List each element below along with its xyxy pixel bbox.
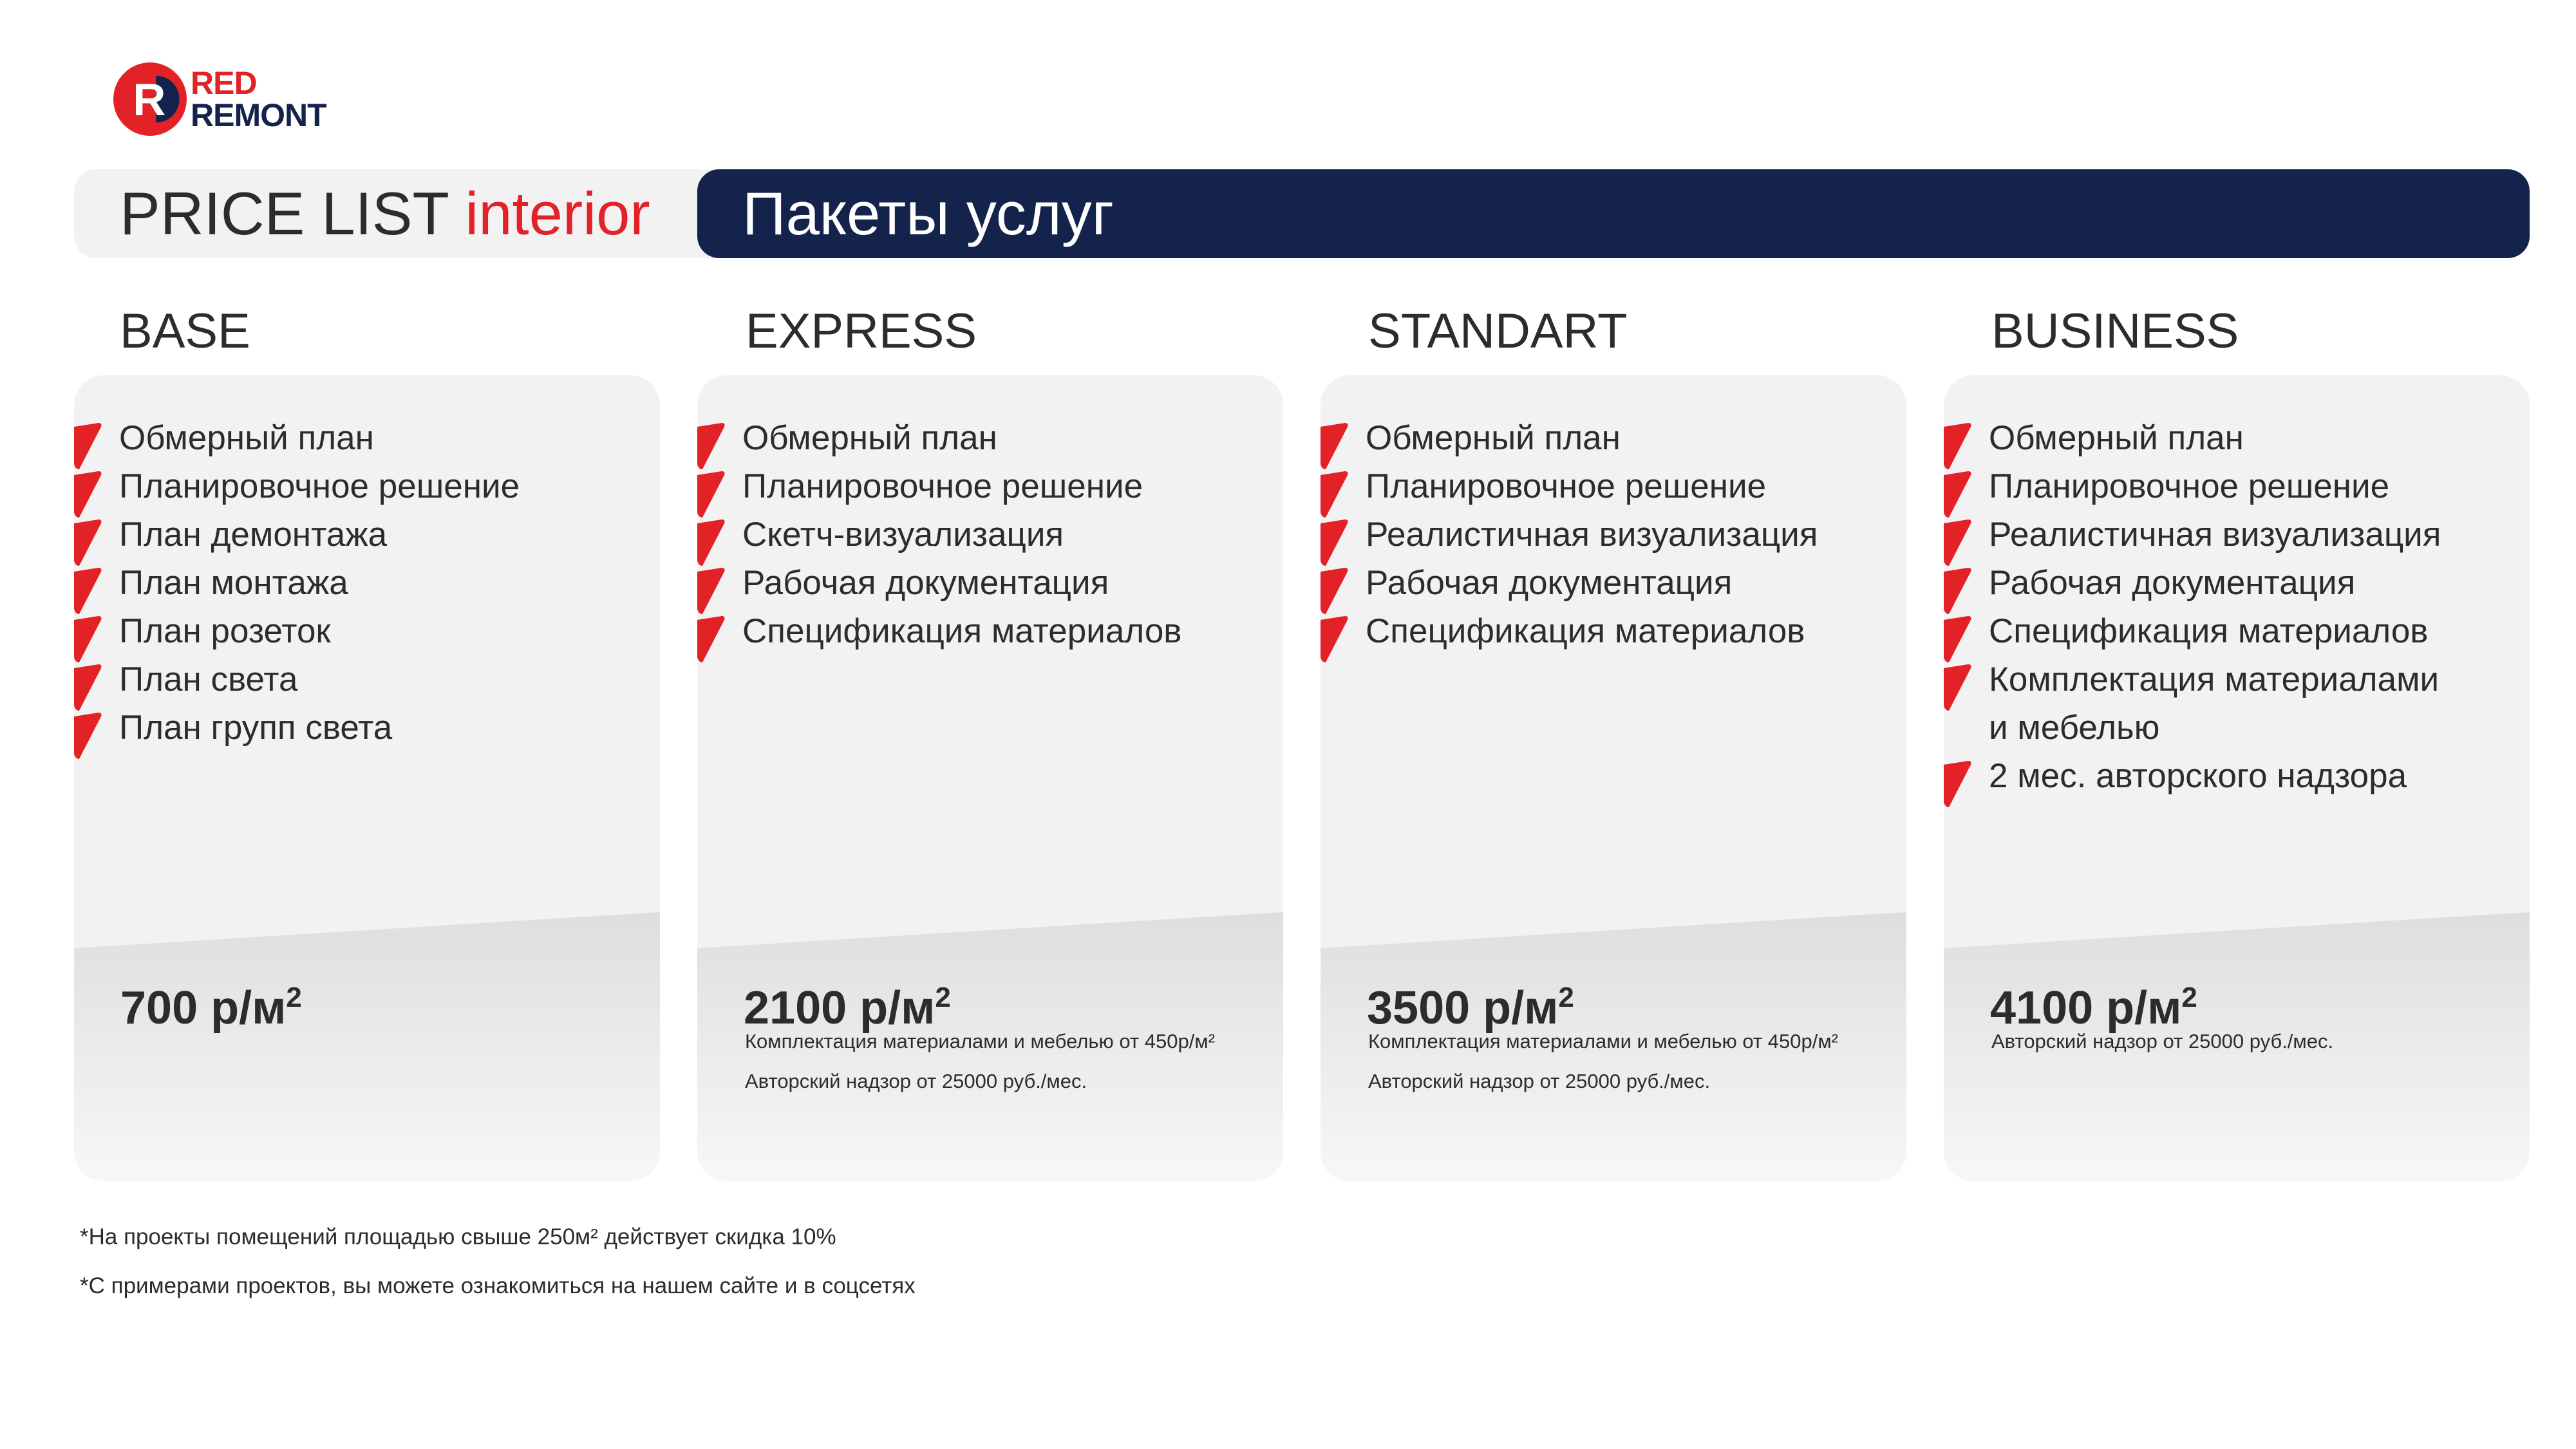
price-value: 2100 р/м <box>744 982 935 1034</box>
feature-text: Планировочное решение <box>119 467 520 505</box>
feature-item <box>697 462 1181 510</box>
feature-text: План групп света <box>119 709 393 747</box>
footnote-discount: *На проекты помещений площадью свыше 250м² действует скидка 10% <box>80 1224 836 1249</box>
feature-text: Рабочая документация <box>1366 564 1733 602</box>
price-list-heading <box>120 169 650 258</box>
price-unit-exponent: 2 <box>935 982 951 1013</box>
feature-text: Планировочное решение <box>742 467 1143 505</box>
feature-item <box>74 510 520 559</box>
price-value: 700 р/м <box>120 982 287 1034</box>
feature-text: Рабочая документация <box>1989 564 2356 602</box>
feature-item <box>1321 607 1818 655</box>
bullet-flag-icon <box>1321 616 1349 662</box>
feature-item <box>697 559 1181 607</box>
price-value: 4100 р/м <box>1990 982 2182 1034</box>
price-value: 3500 р/м <box>1367 982 1559 1034</box>
package-card <box>697 375 1283 1181</box>
package-name: BUSINESS <box>1991 304 2239 359</box>
feature-text: Спецификация материалов <box>742 612 1182 650</box>
feature-text: План монтажа <box>119 564 348 602</box>
feature-item <box>1944 607 2441 655</box>
bullet-flag-icon <box>74 713 102 759</box>
feature-item <box>1944 559 2441 607</box>
feature-text: План розеток <box>119 612 331 650</box>
price-note: Комплектация материалами и мебелью от 450р/м² <box>745 1030 1215 1052</box>
feature-list <box>1321 414 1818 655</box>
feature-text: План света <box>119 660 298 698</box>
page-title: Пакеты услуг <box>742 180 1114 247</box>
price-unit-exponent: 2 <box>286 982 302 1013</box>
feature-list <box>697 414 1181 655</box>
package-card <box>1944 375 2530 1181</box>
bullet-flag-icon <box>1944 761 1972 807</box>
feature-text: Реалистичная визуализация <box>1989 516 2441 554</box>
feature-text: Реалистичная визуализация <box>1366 516 1818 554</box>
feature-item <box>74 607 520 655</box>
feature-text: Спецификация материалов <box>1989 612 2429 650</box>
feature-text: План демонтажа <box>119 516 388 554</box>
footnote-examples: *С примерами проектов, вы можете ознакомиться на нашем сайте и в соцсетях <box>80 1273 916 1298</box>
logo-line-1: RED <box>191 65 257 101</box>
price-unit-exponent: 2 <box>1558 982 1574 1013</box>
feature-text: Обмерный план <box>119 419 374 457</box>
feature-item <box>1944 704 2441 752</box>
feature-item <box>1321 559 1818 607</box>
feature-text: Скетч-визуализация <box>742 516 1064 554</box>
feature-list <box>1944 414 2441 800</box>
price-note: Авторский надзор от 25000 руб./мес. <box>1368 1070 1711 1092</box>
feature-item <box>74 559 520 607</box>
package-card <box>1321 375 1906 1181</box>
logo-line-2: REMONT <box>191 97 326 133</box>
bullet-flag-icon <box>697 616 726 662</box>
feature-text: Обмерный план <box>1989 419 2244 457</box>
feature-text: Планировочное решение <box>1366 467 1767 505</box>
price-list-label: PRICE LIST <box>120 180 449 247</box>
feature-text: Комплектация материалами <box>1989 660 2440 698</box>
feature-item <box>74 462 520 510</box>
feature-item <box>1944 510 2441 559</box>
feature-text: 2 мес. авторского надзора <box>1989 757 2407 795</box>
feature-item <box>1944 752 2441 800</box>
feature-item <box>697 607 1181 655</box>
feature-item <box>697 510 1181 559</box>
feature-text: Спецификация материалов <box>1366 612 1805 650</box>
logo-letter: R <box>133 74 166 126</box>
feature-item <box>1321 462 1818 510</box>
card-price-panel <box>74 912 660 1181</box>
package-price <box>1367 969 1574 1037</box>
brand-logo <box>113 62 326 136</box>
price-note: Авторский надзор от 25000 руб./мес. <box>745 1070 1087 1092</box>
feature-text: Обмерный план <box>742 419 997 457</box>
feature-item <box>1944 655 2441 704</box>
feature-item <box>74 704 520 752</box>
feature-item <box>1944 462 2441 510</box>
feature-item <box>74 655 520 704</box>
feature-list <box>74 414 520 752</box>
feature-text: Планировочное решение <box>1989 467 2390 505</box>
feature-text: Обмерный план <box>1366 419 1621 457</box>
feature-item <box>697 414 1181 462</box>
package-price <box>120 969 302 1037</box>
package-price <box>1990 969 2197 1037</box>
feature-text: Рабочая документация <box>742 564 1109 602</box>
price-note: Комплектация материалами и мебелью от 450р/м² <box>1368 1030 1838 1052</box>
interior-label: interior <box>465 180 650 247</box>
feature-item <box>1944 414 2441 462</box>
package-price <box>744 969 951 1037</box>
package-name: EXPRESS <box>746 304 977 359</box>
package-name: BASE <box>120 304 250 359</box>
logo-mark-icon <box>113 62 187 136</box>
price-unit-exponent: 2 <box>2181 982 2197 1013</box>
feature-item <box>1321 414 1818 462</box>
logo-wordmark <box>191 67 326 131</box>
feature-item <box>1321 510 1818 559</box>
feature-text: и мебелью <box>1989 709 2160 747</box>
package-name: STANDART <box>1368 304 1628 359</box>
price-note: Авторский надзор от 25000 руб./мес. <box>1991 1030 2334 1052</box>
feature-item <box>74 414 520 462</box>
package-card <box>74 375 660 1181</box>
